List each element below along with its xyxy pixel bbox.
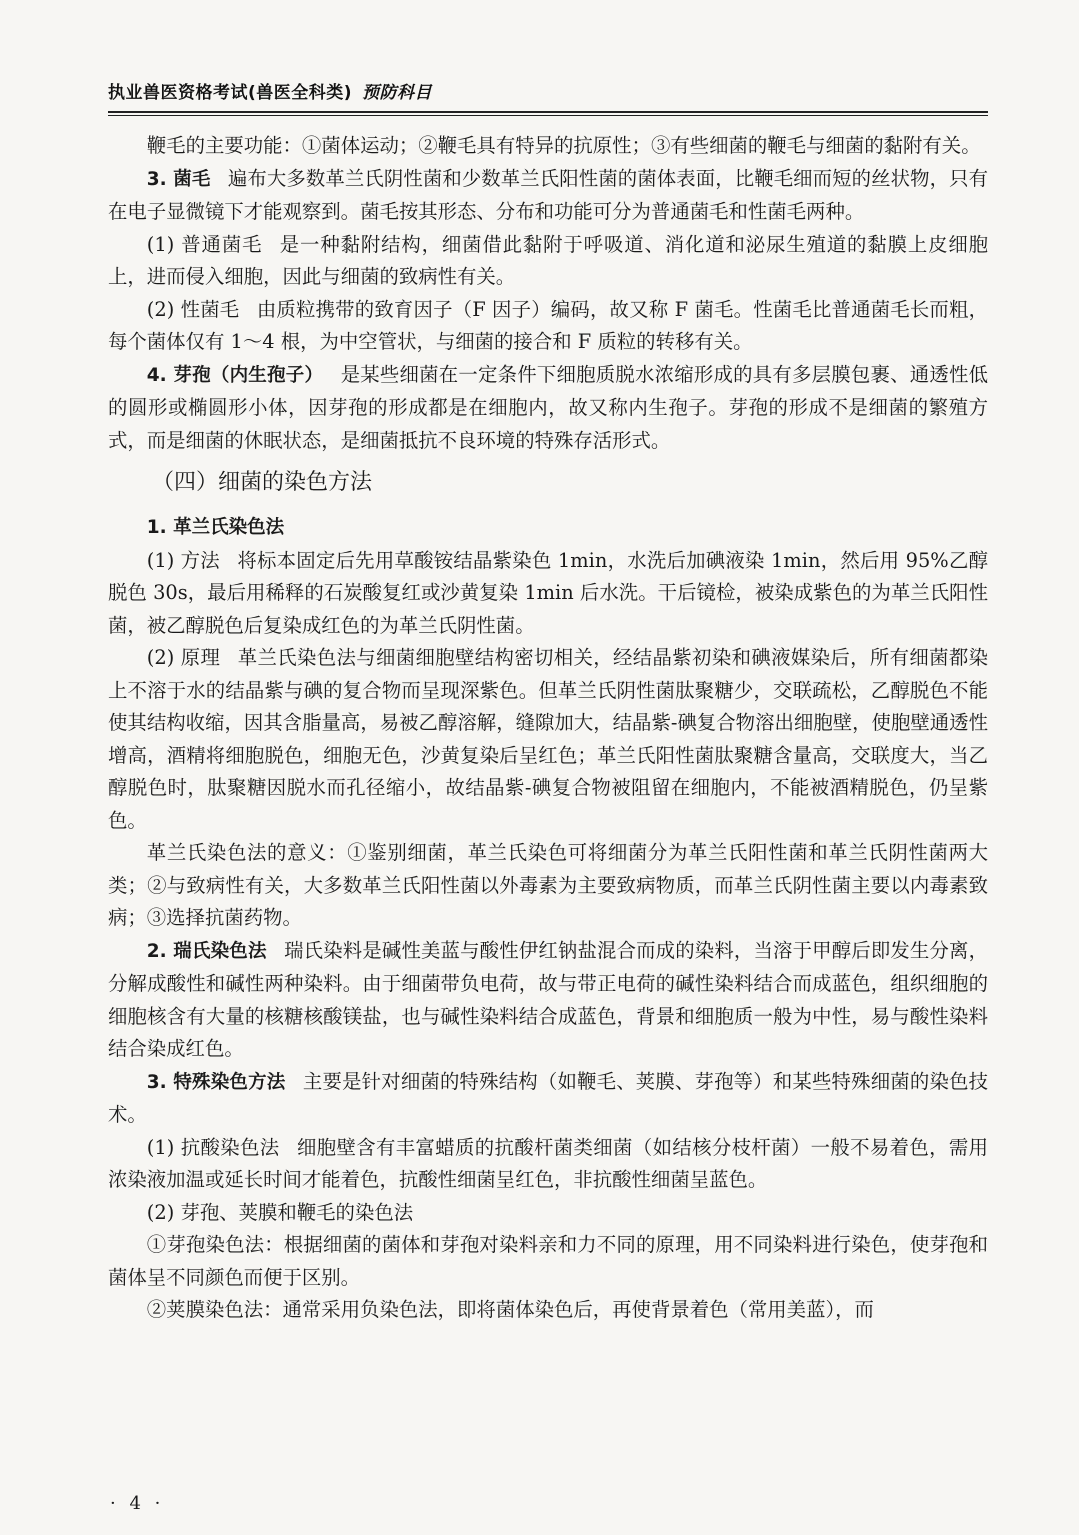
page-number: · 4 · <box>110 1493 165 1514</box>
item-heading: 1. 革兰氏染色法 <box>146 517 285 538</box>
book-title: 执业兽医资格考试(兽医全科类) <box>108 83 353 103</box>
item-heading: (2) 性菌毛 <box>146 297 240 321</box>
item-heading: (1) 抗酸染色法 <box>146 1135 280 1159</box>
paragraph: (1) 抗酸染色法 细胞壁含有丰富蜡质的抗酸杆菌类细菌（如结核分枝杆菌）一般不易着色，需用浓染液加温或延长时间才能着色，抗酸性细菌呈红色，非抗酸性细菌呈蓝色。 <box>108 1135 988 1191</box>
item-heading: 3. 特殊染色方法 <box>146 1071 286 1093</box>
paragraph: (1) 方法 将标本固定后先用草酸铵结晶紫染色 1min，水洗后加碘液染 1min，然后用 95%乙醇脱色 30s，最后用稀释的石炭酸复红或沙黄复染 1min 后水洗。干后镜检，被染成紫色的为革兰氏阳性菌，被乙醇脱色后复染成红色的为革兰氏阴性菌。 <box>108 548 988 637</box>
page-body <box>108 130 988 1327</box>
paragraph: 鞭毛的主要功能：①菌体运动；②鞭毛具有特异的抗原性；③有些细菌的鞭毛与细菌的黏附有关。 <box>146 134 981 157</box>
paragraph: ①芽孢染色法：根据细菌的菌体和芽孢对染料亲和力不同的原理，用不同染料进行染色，使芽孢和菌体呈不同颜色而便于区别。 <box>108 1233 988 1289</box>
item-heading: (1) 普通菌毛 <box>146 232 263 256</box>
paragraph: 革兰氏染色法的意义：①鉴别细菌，革兰氏染色可将细菌分为革兰氏阳性菌和革兰氏阴性菌两大类；②与致病性有关，大多数革兰氏阳性菌以外毒素为主要致病物质，而革兰氏阴性菌主要以内毒素致病；③选择抗菌药物。 <box>108 841 988 929</box>
item-heading: (1) 方法 <box>146 548 220 572</box>
book-subtitle: 预防科目 <box>362 83 433 103</box>
header-rule-thick <box>108 111 988 113</box>
paragraph: (2) 芽孢、荚膜和鞭毛的染色法 <box>146 1200 414 1224</box>
paragraph: 3. 菌毛 遍布大多数革兰氏阴性菌和少数革兰氏阳性菌的菌体表面，比鞭毛细而短的丝状物，只有在电子显微镜下才能观察到。菌毛按其形态、分布和功能可分为普通菌毛和性菌毛两种。 <box>108 166 989 223</box>
paragraph: ②荚膜染色法：通常采用负染色法，即将菌体染色后，再使背景着色（常用美蓝），而 <box>146 1298 874 1321</box>
header-rule-thin <box>108 115 988 116</box>
running-header <box>108 78 988 106</box>
paragraph: 3. 特殊染色方法 主要是针对细菌的特殊结构（如鞭毛、荚膜、芽孢等）和某些特殊细菌的染色技术。 <box>108 1069 989 1126</box>
paragraph: (2) 原理 革兰氏染色法与细菌细胞壁结构密切相关，经结晶紫初染和碘液媒染后，所有细菌都染上不溶于水的结晶紫与碘的复合物而呈现深紫色。但革兰氏阴性菌肽聚糖少，交联疏松，乙醇脱色不能使其结构收缩，因其含脂量高，易被乙醇溶解，缝隙加大，结晶紫-碘复合物溶出细胞壁，使胞壁通透性增高，酒精将细胞脱色，细胞无色，沙黄复染后呈红色；革兰氏阳性菌肽聚糖含量高，交联度大，当乙醇脱色时，肽聚糖因脱水而孔径缩小，故结晶紫-碘复合物被阻留在细胞内，不能被酒精脱色，仍呈紫色。 <box>108 646 988 832</box>
paragraph: 2. 瑞氏染色法 瑞氏染料是碱性美蓝与酸性伊红钠盐混合而成的染料，当溶于甲醇后即发生分离，分解成酸性和碱性两种染料。由于细菌带负电荷，故与带正电荷的碱性染料结合而成蓝色，组织细胞的细胞核含有大量的核糖核酸镁盐，也与碱性染料结合成蓝色，背景和细胞质一般为中性，易与酸性染料结合染成红色。 <box>108 938 988 1060</box>
item-heading: (2) 原理 <box>146 646 221 669</box>
paragraph: (1) 普通菌毛 是一种黏附结构，细菌借此黏附于呼吸道、消化道和泌尿生殖道的黏膜上皮细胞上，进而侵入细胞，因此与细菌的致病性有关。 <box>108 232 988 288</box>
item-heading: 4. 芽孢（内生孢子） <box>146 364 324 386</box>
item-heading: 2. 瑞氏染色法 <box>146 940 267 962</box>
paragraph <box>108 511 988 545</box>
paragraph: (2) 性菌毛 由质粒携带的致育因子（F 因子）编码，故又称 F 菌毛。性菌毛比普通菌毛长而粗，每个菌体仅有 1～4 根，为中空管状，与细菌的接合和 F 质粒的转移有关。 <box>108 297 988 353</box>
item-heading: 3. 菌毛 <box>146 168 211 190</box>
section-heading: （四）细菌的染色方法 <box>152 470 373 495</box>
paragraph: 4. 芽孢（内生孢子） 是某些细菌在一定条件下细胞质脱水浓缩形成的具有多层膜包裹、通透性低的圆形或椭圆形小体，因芽孢的形成都是在细胞内，故又称内生孢子。芽孢的形成不是细菌的繁殖方式，而是细菌的休眠状态，是细菌抵抗不良环境的特殊存活形式。 <box>108 362 989 452</box>
